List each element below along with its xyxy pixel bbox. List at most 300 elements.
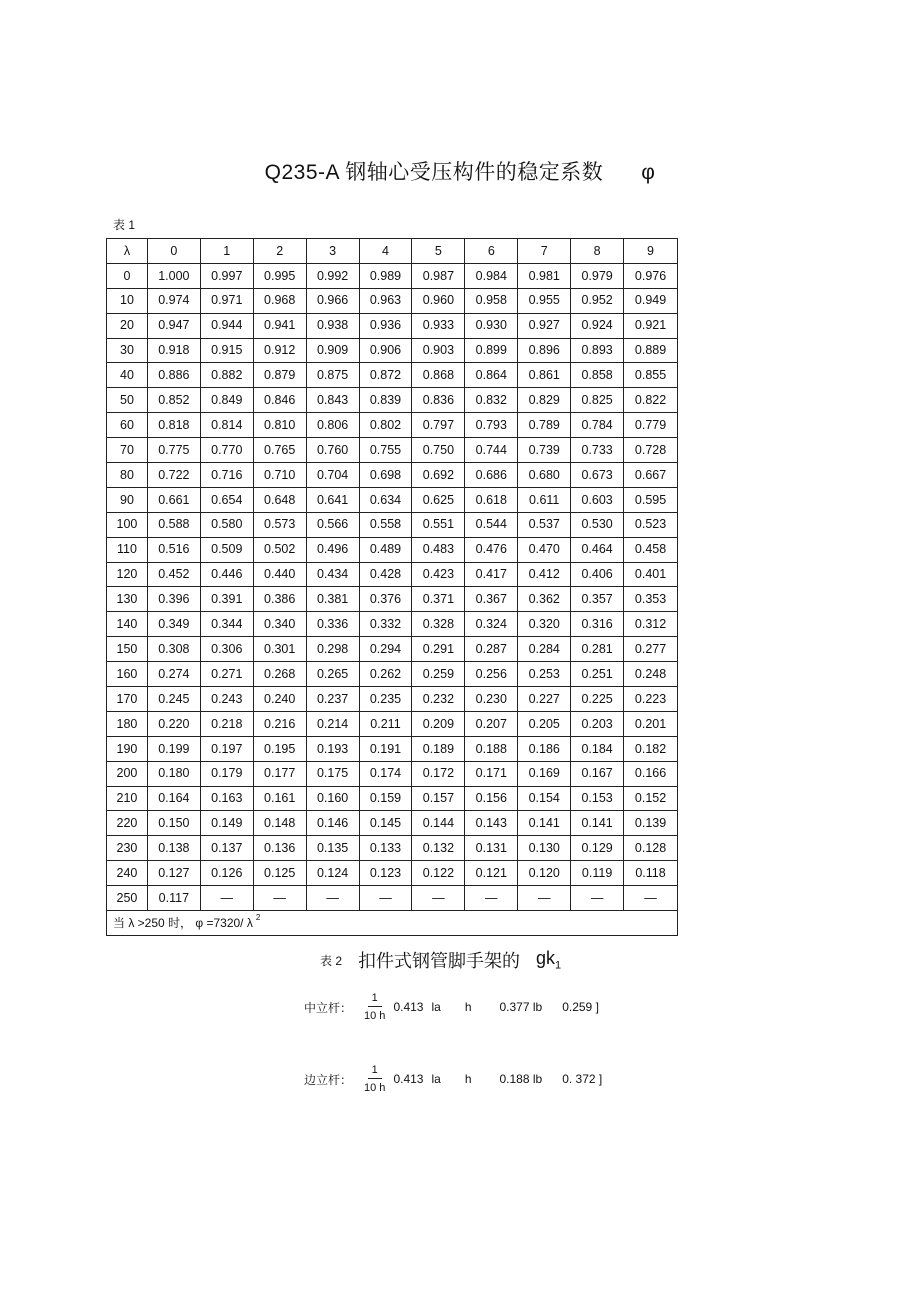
table2-label: 表 2 (320, 953, 343, 968)
coefficient-cell: 0.966 (306, 288, 359, 313)
coefficient-cell: 0.171 (465, 761, 518, 786)
lambda-cell: 120 (107, 562, 148, 587)
lambda-cell: 90 (107, 487, 148, 512)
coefficient-cell: 1.000 (147, 263, 200, 288)
coefficient-cell: 7 (518, 239, 571, 264)
coefficient-cell: 0.716 (200, 463, 253, 488)
coefficient-cell: 0.406 (571, 562, 624, 587)
fraction-numerator: 1 (368, 1064, 382, 1079)
coefficient-cell: 0.391 (200, 587, 253, 612)
coefficient-cell: 0.625 (412, 487, 465, 512)
coefficient-cell: 0.281 (571, 637, 624, 662)
coefficient-cell: 0.131 (465, 836, 518, 861)
coefficient-cell: 0.654 (200, 487, 253, 512)
coefficient-cell: 0.648 (253, 487, 306, 512)
coefficient-cell: 0.161 (253, 786, 306, 811)
coefficient-cell: 0.417 (465, 562, 518, 587)
coefficient-cell: 0.386 (253, 587, 306, 612)
coefficient-cell: 0.130 (518, 836, 571, 861)
table2-title: 扣件式钢管脚手架的 (358, 951, 521, 971)
coefficient-cell: 0.728 (624, 438, 678, 463)
note-exponent: 2 (255, 912, 261, 922)
coefficient-cell: 0.879 (253, 363, 306, 388)
coefficient-cell: 0.211 (359, 711, 412, 736)
coefficient-cell: 0.544 (465, 512, 518, 537)
coefficient-cell: 0.120 (518, 861, 571, 886)
coefficient-cell: 0.971 (200, 288, 253, 313)
formula-term: 0.188 lb (499, 1072, 543, 1086)
coefficient-cell: 0.779 (624, 413, 678, 438)
coefficient-cell: 0.186 (518, 736, 571, 761)
coefficient-cell: 0.203 (571, 711, 624, 736)
coefficient-cell: 0.301 (253, 637, 306, 662)
formula-term: 0.413 (393, 1072, 424, 1086)
table-body (107, 239, 678, 936)
coefficient-cell: 0.673 (571, 463, 624, 488)
coefficient-cell: 0.175 (306, 761, 359, 786)
table-row (107, 288, 678, 313)
coefficient-cell: 0.157 (412, 786, 465, 811)
coefficient-cell: — (412, 886, 465, 911)
coefficient-cell: 0.141 (571, 811, 624, 836)
coefficient-cell: 0.470 (518, 537, 571, 562)
coefficient-cell: 0.573 (253, 512, 306, 537)
gk-text: gk (536, 948, 556, 969)
lambda-cell: 130 (107, 587, 148, 612)
coefficient-cell: 0.179 (200, 761, 253, 786)
coefficient-cell: 0.566 (306, 512, 359, 537)
coefficient-cell: 0.733 (571, 438, 624, 463)
coefficient-cell: 0.117 (147, 886, 200, 911)
coefficient-cell: 0.214 (306, 711, 359, 736)
coefficient-cell: 0.124 (306, 861, 359, 886)
coefficient-cell: 0.458 (624, 537, 678, 562)
coefficient-cell: 0.825 (571, 388, 624, 413)
coefficient-cell: 0.336 (306, 612, 359, 637)
fraction-numerator: 1 (368, 992, 382, 1007)
coefficient-cell: 0.298 (306, 637, 359, 662)
coefficient-cell: 0.889 (624, 338, 678, 363)
table-note-row (107, 911, 678, 936)
coefficient-cell: 0.476 (465, 537, 518, 562)
coefficient-cell: 1 (200, 239, 253, 264)
coefficient-cell: 0.858 (571, 363, 624, 388)
coefficient-cell: 0.963 (359, 288, 412, 313)
coefficient-cell: 0.995 (253, 263, 306, 288)
coefficient-cell: 0.661 (147, 487, 200, 512)
coefficient-cell: 0.611 (518, 487, 571, 512)
coefficient-cell: 0.138 (147, 836, 200, 861)
table-row (107, 388, 678, 413)
coefficient-cell: — (518, 886, 571, 911)
coefficient-cell: 0.770 (200, 438, 253, 463)
lambda-cell: 240 (107, 861, 148, 886)
coefficient-cell: 0.992 (306, 263, 359, 288)
gk-subscript: 1 (555, 959, 562, 972)
coefficient-cell: 0.227 (518, 687, 571, 712)
table-row (107, 438, 678, 463)
lambda-cell: 80 (107, 463, 148, 488)
coefficient-cell: 0.814 (200, 413, 253, 438)
coefficient-cell: 0.164 (147, 786, 200, 811)
table2-heading (320, 947, 561, 973)
coefficient-cell: 0.886 (147, 363, 200, 388)
lambda-cell: 150 (107, 637, 148, 662)
table-row (107, 587, 678, 612)
coefficient-cell: 0.618 (465, 487, 518, 512)
coefficient-cell: 0.137 (200, 836, 253, 861)
coefficient-cell: 0.381 (306, 587, 359, 612)
coefficient-cell: 0.704 (306, 463, 359, 488)
lambda-cell: 40 (107, 363, 148, 388)
title-symbol: φ (641, 161, 656, 184)
coefficient-cell: 0.924 (571, 313, 624, 338)
coefficient-cell: 0.184 (571, 736, 624, 761)
coefficient-cell: 0.225 (571, 687, 624, 712)
formula-term: la (431, 1072, 441, 1086)
formula-term: 0.377 lb (499, 1000, 543, 1014)
coefficient-cell: 0.127 (147, 861, 200, 886)
coefficient-cell: 0.362 (518, 587, 571, 612)
table-row (107, 886, 678, 911)
coefficient-cell: 0.125 (253, 861, 306, 886)
coefficient-cell: 0.537 (518, 512, 571, 537)
coefficient-cell: 0.893 (571, 338, 624, 363)
coefficient-cell: 0.294 (359, 637, 412, 662)
lambda-cell: λ (107, 239, 148, 264)
coefficient-cell: 5 (412, 239, 465, 264)
lambda-cell: 190 (107, 736, 148, 761)
coefficient-cell: 0.558 (359, 512, 412, 537)
coefficient-cell: 0.148 (253, 811, 306, 836)
coefficient-cell: 0.188 (465, 736, 518, 761)
coefficient-cell: 0.169 (518, 761, 571, 786)
coefficient-cell: 0.955 (518, 288, 571, 313)
coefficient-cell: 0.132 (412, 836, 465, 861)
coefficient-cell: 0.237 (306, 687, 359, 712)
coefficient-cell: 0.797 (412, 413, 465, 438)
table-row (107, 463, 678, 488)
coefficient-cell: 0.128 (624, 836, 678, 861)
coefficient-cell: 0.251 (571, 662, 624, 687)
formula-term: h (464, 1000, 472, 1014)
coefficient-cell: 0.760 (306, 438, 359, 463)
coefficient-cell: 0.872 (359, 363, 412, 388)
coefficient-cell: 0.167 (571, 761, 624, 786)
coefficient-cell: 0.143 (465, 811, 518, 836)
coefficient-cell: 0.216 (253, 711, 306, 736)
coefficient-cell: 0.899 (465, 338, 518, 363)
coefficient-cell: 8 (571, 239, 624, 264)
coefficient-cell: 0.750 (412, 438, 465, 463)
formula-label: 中立杆： (304, 1000, 353, 1015)
coefficient-cell: 0.489 (359, 537, 412, 562)
coefficient-cell: 0.118 (624, 861, 678, 886)
coefficient-cell: 0.262 (359, 662, 412, 687)
fraction (364, 992, 385, 1022)
coefficient-cell: 0.126 (200, 861, 253, 886)
coefficient-cell: 6 (465, 239, 518, 264)
lambda-cell: 20 (107, 313, 148, 338)
coefficient-cell: 0.882 (200, 363, 253, 388)
coefficient-cell: 0.119 (571, 861, 624, 886)
coefficient-cell: 0.265 (306, 662, 359, 687)
coefficient-cell: 0.875 (306, 363, 359, 388)
table-row (107, 761, 678, 786)
coefficient-cell: 0.268 (253, 662, 306, 687)
coefficient-cell: 0.868 (412, 363, 465, 388)
coefficient-cell: 0.523 (624, 512, 678, 537)
coefficient-cell: 0.235 (359, 687, 412, 712)
lambda-cell: 250 (107, 886, 148, 911)
table-row (107, 338, 678, 363)
coefficient-cell: 0.376 (359, 587, 412, 612)
lambda-cell: 140 (107, 612, 148, 637)
lambda-cell: 110 (107, 537, 148, 562)
table-row (107, 637, 678, 662)
coefficient-cell: 0.909 (306, 338, 359, 363)
coefficient-cell: 0.927 (518, 313, 571, 338)
table1-label: 表 1 (113, 218, 136, 232)
coefficient-cell: 0.861 (518, 363, 571, 388)
coefficient-cell: 0.692 (412, 463, 465, 488)
formula-label: 边立杆： (304, 1072, 353, 1087)
coefficient-cell: 0.603 (571, 487, 624, 512)
coefficient-cell: 0.744 (465, 438, 518, 463)
coefficient-cell: 0.941 (253, 313, 306, 338)
coefficient-cell: 0.274 (147, 662, 200, 687)
coefficient-cell: 0.496 (306, 537, 359, 562)
coefficient-cell: 0.987 (412, 263, 465, 288)
coefficient-cell: 0.789 (518, 413, 571, 438)
table-row (107, 363, 678, 388)
coefficient-cell: 0.595 (624, 487, 678, 512)
coefficient-cell: 0.802 (359, 413, 412, 438)
coefficient-cell: 0.129 (571, 836, 624, 861)
coefficient-cell: 0.199 (147, 736, 200, 761)
table-row (107, 612, 678, 637)
coefficient-cell: 0.306 (200, 637, 253, 662)
coefficient-cell: 0.952 (571, 288, 624, 313)
coefficient-cell: 0.139 (624, 811, 678, 836)
coefficient-cell: — (306, 886, 359, 911)
coefficient-cell: 0.852 (147, 388, 200, 413)
coefficient-cell: 0.240 (253, 687, 306, 712)
coefficient-cell: 0.765 (253, 438, 306, 463)
coefficient-cell: 3 (306, 239, 359, 264)
coefficient-cell: 2 (253, 239, 306, 264)
coefficient-cell: 0.122 (412, 861, 465, 886)
coefficient-cell: 0.201 (624, 711, 678, 736)
coefficient-cell: — (624, 886, 678, 911)
coefficient-cell: 0.287 (465, 637, 518, 662)
table-row (107, 487, 678, 512)
lambda-cell: 100 (107, 512, 148, 537)
lambda-cell: 30 (107, 338, 148, 363)
coefficient-cell: 0.698 (359, 463, 412, 488)
coefficient-cell: 0.818 (147, 413, 200, 438)
formula-term: h (464, 1072, 472, 1086)
coefficient-cell: 0.218 (200, 711, 253, 736)
coefficient-cell: 0.332 (359, 612, 412, 637)
coefficient-cell: 0.843 (306, 388, 359, 413)
coefficient-cell: 0.367 (465, 587, 518, 612)
coefficient-cell: 0.145 (359, 811, 412, 836)
fraction (364, 1064, 385, 1094)
table-row (107, 537, 678, 562)
coefficient-cell: 0.328 (412, 612, 465, 637)
lambda-cell: 230 (107, 836, 148, 861)
fraction-denominator: 10 h (364, 1082, 386, 1094)
coefficient-cell: 0.949 (624, 288, 678, 313)
coefficient-cell: 0.166 (624, 761, 678, 786)
coefficient-cell: 0.133 (359, 836, 412, 861)
coefficient-cell: 0.195 (253, 736, 306, 761)
coefficient-cell: 0.944 (200, 313, 253, 338)
coefficient-cell: 0.551 (412, 512, 465, 537)
coefficient-cell: 0.896 (518, 338, 571, 363)
coefficient-cell: 0.256 (465, 662, 518, 687)
coefficient-cell: 0.710 (253, 463, 306, 488)
coefficient-cell: 0.968 (253, 288, 306, 313)
coefficient-cell: 0.464 (571, 537, 624, 562)
lambda-cell: 10 (107, 288, 148, 313)
coefficient-cell: 0.960 (412, 288, 465, 313)
coefficient-cell: 0.271 (200, 662, 253, 687)
coefficient-cell: 0.153 (571, 786, 624, 811)
coefficient-cell: 0.371 (412, 587, 465, 612)
coefficient-cell: 0.784 (571, 413, 624, 438)
coefficient-cell: 0.775 (147, 438, 200, 463)
coefficient-cell: 0.344 (200, 612, 253, 637)
title-text: Q235-A 钢轴心受压构件的稳定系数 (264, 161, 604, 184)
coefficient-cell: 0.976 (624, 263, 678, 288)
formula-middle-pole (304, 992, 599, 1022)
coefficient-cell: 0.839 (359, 388, 412, 413)
coefficient-cell: 0.755 (359, 438, 412, 463)
coefficient-cell: 0.340 (253, 612, 306, 637)
coefficient-cell: 0.686 (465, 463, 518, 488)
coefficient-cell: 0.846 (253, 388, 306, 413)
coefficient-cell: 0.903 (412, 338, 465, 363)
coefficient-cell: 0.906 (359, 338, 412, 363)
coefficient-cell: 0.810 (253, 413, 306, 438)
coefficient-cell: 0.428 (359, 562, 412, 587)
coefficient-cell: 0.641 (306, 487, 359, 512)
coefficient-cell: 0.997 (200, 263, 253, 288)
coefficient-cell: 0.230 (465, 687, 518, 712)
coefficient-cell: 0.440 (253, 562, 306, 587)
coefficient-cell: 0.308 (147, 637, 200, 662)
coefficient-cell: 0.832 (465, 388, 518, 413)
stability-coefficient-table (106, 238, 678, 936)
lambda-cell: 220 (107, 811, 148, 836)
coefficient-cell: 0.357 (571, 587, 624, 612)
coefficient-cell: 0.193 (306, 736, 359, 761)
coefficient-cell: — (571, 886, 624, 911)
coefficient-cell: 0.259 (412, 662, 465, 687)
coefficient-cell: 0.243 (200, 687, 253, 712)
coefficient-cell: 0.123 (359, 861, 412, 886)
coefficient-cell: 0.172 (412, 761, 465, 786)
table2-symbol (536, 948, 562, 972)
coefficient-cell: 0.947 (147, 313, 200, 338)
coefficient-cell: 0.223 (624, 687, 678, 712)
coefficient-cell: 0.277 (624, 637, 678, 662)
coefficient-cell: 0.144 (412, 811, 465, 836)
coefficient-cell: 0.667 (624, 463, 678, 488)
coefficient-cell: 0.502 (253, 537, 306, 562)
note-text: 当 λ >250 时， φ =7320/ λ (113, 915, 253, 930)
coefficient-cell: 0.156 (465, 786, 518, 811)
coefficient-cell: 0.918 (147, 338, 200, 363)
coefficient-cell: 0.588 (147, 512, 200, 537)
coefficient-cell: 0.191 (359, 736, 412, 761)
coefficient-cell: 0.253 (518, 662, 571, 687)
coefficient-cell: 0.912 (253, 338, 306, 363)
coefficient-cell: 4 (359, 239, 412, 264)
coefficient-cell: 0.152 (624, 786, 678, 811)
coefficient-cell: 0.180 (147, 761, 200, 786)
page-title (0, 156, 920, 186)
coefficient-cell: 0.921 (624, 313, 678, 338)
coefficient-cell: 0.452 (147, 562, 200, 587)
lambda-cell: 60 (107, 413, 148, 438)
table-row (107, 662, 678, 687)
coefficient-cell: 0 (147, 239, 200, 264)
coefficient-cell: 0.136 (253, 836, 306, 861)
table-header-row (107, 239, 678, 264)
coefficient-cell: 0.434 (306, 562, 359, 587)
coefficient-cell: 0.806 (306, 413, 359, 438)
lambda-cell: 200 (107, 761, 148, 786)
coefficient-cell: 0.232 (412, 687, 465, 712)
coefficient-cell: 0.146 (306, 811, 359, 836)
coefficient-cell: 0.412 (518, 562, 571, 587)
coefficient-cell: 0.159 (359, 786, 412, 811)
lambda-cell: 70 (107, 438, 148, 463)
coefficient-cell: 0.974 (147, 288, 200, 313)
formula-term: 0.259 ] (562, 1000, 599, 1014)
coefficient-cell: 0.836 (412, 388, 465, 413)
coefficient-cell: 0.353 (624, 587, 678, 612)
coefficient-cell: 0.984 (465, 263, 518, 288)
coefficient-cell: 0.849 (200, 388, 253, 413)
coefficient-cell: 0.580 (200, 512, 253, 537)
coefficient-cell: 0.936 (359, 313, 412, 338)
coefficient-cell: 0.516 (147, 537, 200, 562)
formula-term: 0.413 (393, 1000, 424, 1014)
table-row (107, 811, 678, 836)
formula-term: la (431, 1000, 441, 1014)
table-row (107, 263, 678, 288)
coefficient-cell: 0.316 (571, 612, 624, 637)
formula-side-pole (304, 1064, 602, 1094)
table-row (107, 687, 678, 712)
coefficient-cell: 0.930 (465, 313, 518, 338)
lambda-cell: 50 (107, 388, 148, 413)
coefficient-cell: 0.530 (571, 512, 624, 537)
coefficient-cell: 0.312 (624, 612, 678, 637)
lambda-cell: 180 (107, 711, 148, 736)
coefficient-cell: — (465, 886, 518, 911)
coefficient-cell: 0.396 (147, 587, 200, 612)
coefficient-cell: 0.163 (200, 786, 253, 811)
coefficient-cell: 0.509 (200, 537, 253, 562)
coefficient-cell: 0.423 (412, 562, 465, 587)
coefficient-cell: 0.864 (465, 363, 518, 388)
table-row (107, 736, 678, 761)
